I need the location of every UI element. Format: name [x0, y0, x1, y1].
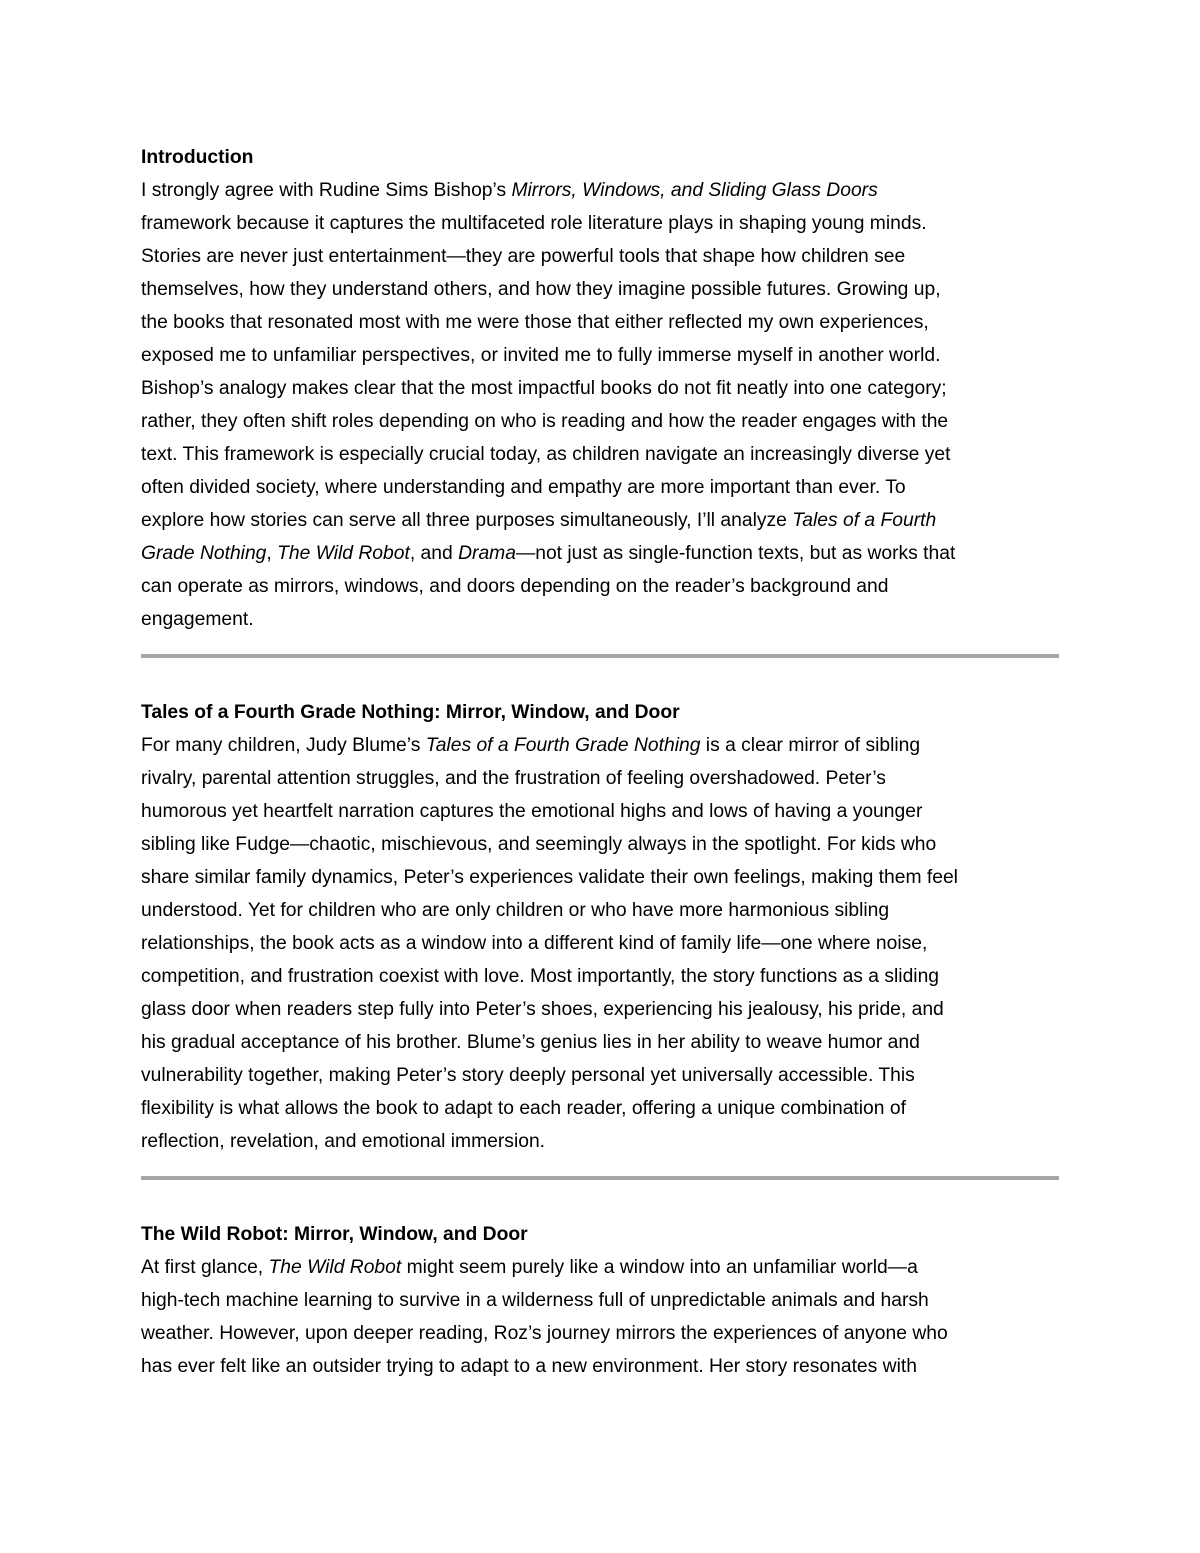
paragraph-line: [141, 306, 1059, 339]
paragraph-line: [141, 729, 1059, 762]
body-text: the books that resonated most with me were those that either reflected my own experiences,: [141, 312, 929, 333]
italic-title-text: The Wild Robot: [277, 543, 410, 564]
paragraph-line: [141, 603, 1059, 636]
paragraph-line: [141, 471, 1059, 504]
paragraph-line: [141, 570, 1059, 603]
body-text: explore how stories can serve all three purposes simultaneously, I’ll analyze: [141, 510, 793, 531]
paragraph-line: [141, 1125, 1059, 1158]
paragraph-line: [141, 438, 1059, 471]
italic-title-text: Tales of a Fourth: [792, 510, 937, 531]
paragraph-line: [141, 1026, 1059, 1059]
section-body: [141, 174, 1059, 636]
body-text: humorous yet heartfelt narration captures the emotional highs and lows of having a younger: [141, 801, 923, 822]
section-the-wild-robot: [141, 1218, 1059, 1383]
body-text: share similar family dynamics, Peter’s experiences validate their own feelings, making them feel: [141, 867, 958, 888]
body-text: competition, and frustration coexist with love. Most importantly, the story functions as a sliding: [141, 966, 940, 987]
body-text: is a clear mirror of sibling: [700, 735, 921, 756]
italic-title-text: The Wild Robot: [268, 1257, 402, 1278]
body-text: text. This framework is especially crucial today, as children navigate an increasingly diverse yet: [141, 444, 951, 465]
body-text: sibling like Fudge—chaotic, mischievous, and seemingly always in the spotlight. For kids who: [141, 834, 937, 855]
paragraph-line: [141, 372, 1059, 405]
paragraph-line: [141, 960, 1059, 993]
paragraph-line: [141, 993, 1059, 1026]
body-text: framework because it captures the multifaceted role literature plays in shaping young minds.: [141, 213, 927, 234]
body-text: I strongly agree with Rudine Sims Bishop’s: [141, 180, 512, 201]
section-heading: The Wild Robot: Mirror, Window, and Door: [141, 1224, 528, 1245]
section-heading: Tales of a Fourth Grade Nothing: Mirror, Window, and Door: [141, 702, 680, 723]
body-text: At first glance,: [141, 1257, 269, 1278]
body-text: exposed me to unfamiliar perspectives, or invited me to fully immerse myself in another world.: [141, 345, 941, 366]
body-text: high-tech machine learning to survive in a wilderness full of unpredictable animals and harsh: [141, 1290, 929, 1311]
body-text: rather, they often shift roles depending on who is reading and how the reader engages with the: [141, 411, 949, 432]
body-text: —not just as single-function texts, but as works that: [515, 543, 956, 564]
paragraph-line: [141, 1251, 1059, 1284]
body-text: vulnerability together, making Peter’s story deeply personal yet universally accessible. This: [141, 1065, 915, 1086]
paragraph-line: [141, 894, 1059, 927]
paragraph-line: [141, 1284, 1059, 1317]
paragraph-line: [141, 339, 1059, 372]
paragraph-line: [141, 1350, 1059, 1383]
section-tales-of-a-fourth-grade-nothing: [141, 696, 1059, 1158]
body-text: has ever felt like an outsider trying to adapt to a new environment. Her story resonates with: [141, 1356, 917, 1377]
section-introduction: [141, 141, 1059, 636]
document-page: [141, 141, 1059, 1383]
paragraph-line: [141, 927, 1059, 960]
body-text: flexibility is what allows the book to adapt to each reader, offering a unique combination of: [141, 1098, 906, 1119]
paragraph-line: [141, 207, 1059, 240]
section-heading: Introduction: [141, 147, 254, 168]
italic-title-text: Drama: [458, 543, 516, 564]
body-text: might seem purely like a window into an unfamiliar world—a: [401, 1257, 918, 1278]
body-text: his gradual acceptance of his brother. Blume’s genius lies in her ability to weave humor and: [141, 1032, 920, 1053]
body-text: themselves, how they understand others, and how they imagine possible futures. Growing up,: [141, 279, 941, 300]
paragraph-line: [141, 795, 1059, 828]
section-body: [141, 729, 1059, 1158]
paragraph-line: [141, 1317, 1059, 1350]
body-text: engagement.: [141, 609, 254, 630]
body-text: relationships, the book acts as a window into a different kind of family life—one where noise,: [141, 933, 928, 954]
section-divider: [141, 1176, 1059, 1180]
section-divider: [141, 654, 1059, 658]
paragraph-line: [141, 273, 1059, 306]
body-text: can operate as mirrors, windows, and doors depending on the reader’s background and: [141, 576, 889, 597]
body-text: rivalry, parental attention struggles, and the frustration of feeling overshadowed. Peter’s: [141, 768, 886, 789]
italic-title-text: Grade Nothing: [141, 543, 267, 564]
body-text: For many children, Judy Blume’s: [141, 735, 426, 756]
paragraph-line: [141, 240, 1059, 273]
body-text: Stories are never just entertainment—they are powerful tools that shape how children see: [141, 246, 906, 267]
section-body: [141, 1251, 1059, 1383]
paragraph-line: [141, 1059, 1059, 1092]
paragraph-line: [141, 861, 1059, 894]
paragraph-line: [141, 405, 1059, 438]
body-text: weather. However, upon deeper reading, Roz’s journey mirrors the experiences of anyone who: [141, 1323, 948, 1344]
body-text: Bishop’s analogy makes clear that the most impactful books do not fit neatly into one category;: [141, 378, 947, 399]
body-text: reflection, revelation, and emotional immersion.: [141, 1131, 546, 1152]
body-text: understood. Yet for children who are only children or who have more harmonious sibling: [141, 900, 890, 921]
paragraph-line: [141, 174, 1059, 207]
body-text: , and: [409, 543, 459, 564]
paragraph-line: [141, 762, 1059, 795]
italic-title-text: Mirrors, Windows, and Sliding Glass Doors: [511, 180, 878, 201]
paragraph-line: [141, 1092, 1059, 1125]
paragraph-line: [141, 828, 1059, 861]
body-text: often divided society, where understanding and empathy are more important than ever. To: [141, 477, 906, 498]
body-text: glass door when readers step fully into Peter’s shoes, experiencing his jealousy, his pride, and: [141, 999, 944, 1020]
italic-title-text: Tales of a Fourth Grade Nothing: [425, 735, 701, 756]
paragraph-line: [141, 504, 1059, 537]
paragraph-line: [141, 537, 1059, 570]
body-text: ,: [266, 543, 278, 564]
